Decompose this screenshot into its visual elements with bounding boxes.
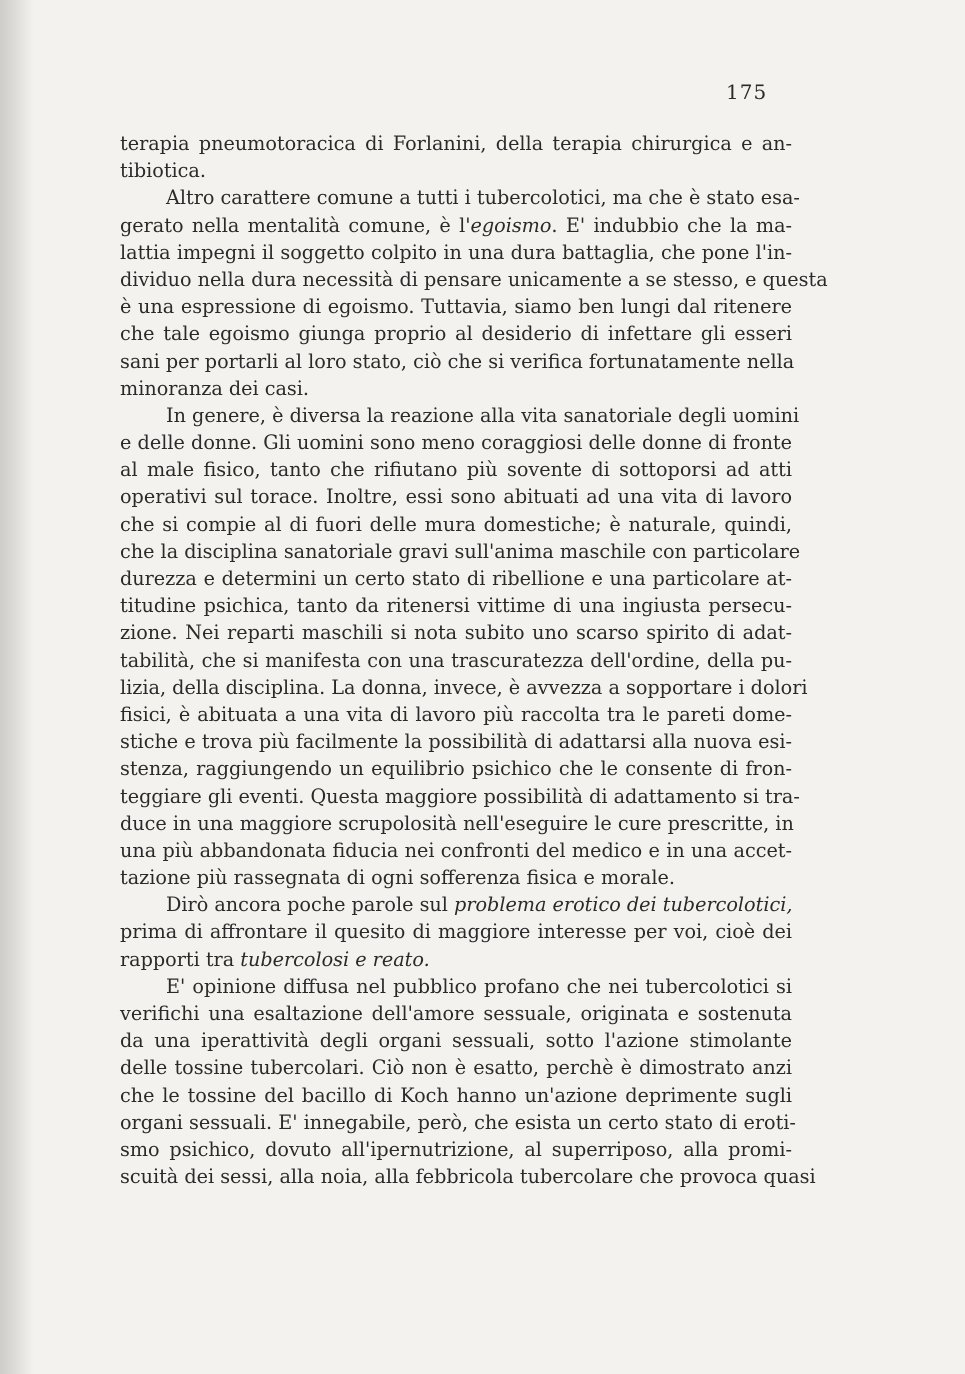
text-line: tazione più rassegnata di ogni sofferenza fisica e morale. <box>120 866 675 890</box>
text-line: durezza e determini un certo stato di ribellione e una particolare at- <box>120 567 792 590</box>
text-line: che tale egoismo giunga proprio al desiderio di infettare gli esseri <box>120 322 792 346</box>
text-line: che le tossine del bacillo di Koch hanno un'azione deprimente sugli <box>120 1083 792 1107</box>
text-line: terapia pneumotoracica di Forlanini, della terapia chirurgica e an- <box>120 132 792 155</box>
text-line: che la disciplina sanatoriale gravi sull'anima maschile con particolare <box>120 539 801 563</box>
text-line: titudine psichica, tanto da ritenersi vittime di una ingiusta persecu- <box>120 594 792 618</box>
text-line: da una iperattività degli organi sessuali, sotto l'azione stimolante <box>120 1029 792 1053</box>
book-spine-shadow <box>0 0 34 1374</box>
text-line: Altro carattere comune a tutti i tubercolotici, ma che è stato esa- <box>166 186 800 210</box>
text-line: scuità dei sessi, alla noia, alla febbricola tubercolare che provoca quasi <box>120 1165 816 1189</box>
text-line: una più abbandonata fiducia nei confronti del medico e in una accet- <box>120 838 792 862</box>
text-line: organi sessuali. E' innegabile, però, che esista un certo stato di eroti- <box>120 1110 796 1134</box>
text-line: al male fisico, tanto che rifiutano più sovente di sottoporsi ad atti <box>120 458 792 482</box>
text-line: In genere, è diversa la reazione alla vita sanatoriale degli uomini <box>166 403 800 427</box>
text-line: gerato nella mentalità comune, è l'egoismo. E' indubbio che la ma- <box>120 213 792 237</box>
text-line: rapporti tra tubercolosi e reato. <box>120 947 430 971</box>
emphasis: problema erotico dei tubercolotici, <box>454 893 793 917</box>
text-line: stiche e trova più facilmente la possibilità di adattarsi alla nuova esi- <box>120 730 792 754</box>
text-line: prima di affrontare il quesito di maggiore interesse per voi, cioè dei <box>120 920 792 944</box>
text-line: teggiare gli eventi. Questa maggiore possibilità di adattamento si tra- <box>120 784 800 808</box>
text-line: verifichi una esaltazione dell'amore sessuale, originata e sostenuta <box>120 1002 792 1025</box>
text-line: stenza, raggiungendo un equilibrio psichico che le consente di fron- <box>120 757 792 781</box>
text-line: Dirò ancora poche parole sul problema erotico dei tubercolotici, <box>166 893 793 917</box>
text-line: sani per portarli al loro stato, ciò che si verifica fortunatamente nella <box>120 349 795 373</box>
text-line: zione. Nei reparti maschili si nota subito uno scarso spirito di adat- <box>120 621 792 645</box>
text-line: fisici, è abituata a una vita di lavoro più raccolta tra le pareti dome- <box>120 702 792 726</box>
text-line: duce in una maggiore scrupolosità nell'eseguire le cure prescritte, in <box>120 811 794 835</box>
text-line: è una espressione di egoismo. Tuttavia, siamo ben lungi dal ritenere <box>120 295 792 319</box>
emphasis: tubercolosi e reato. <box>240 947 430 971</box>
body-text <box>120 130 828 1190</box>
text-line: lattia impegni il soggetto colpito in una dura battaglia, che pone l'in- <box>120 240 792 264</box>
text-line: delle tossine tubercolari. Ciò non è esatto, perchè è dimostrato anzi <box>120 1056 792 1080</box>
text-line: e delle donne. Gli uomini sono meno coraggiosi delle donne di fronte <box>120 431 792 455</box>
text-line: dividuo nella dura necessità di pensare unicamente a se stesso, e questa <box>120 267 828 291</box>
emphasis: egoismo <box>470 213 552 237</box>
text-line: E' opinione diffusa nel pubblico profano che nei tubercolotici si <box>166 974 792 998</box>
text-line: minoranza dei casi. <box>120 376 309 400</box>
text-line: smo psichico, dovuto all'ipernutrizione, al superriposo, alla promi- <box>120 1137 792 1161</box>
page-number: 175 <box>726 80 768 104</box>
text-line: tabilità, che si manifesta con una trascuratezza dell'ordine, della pu- <box>120 648 792 672</box>
text-line: operativi sul torace. Inoltre, essi sono abituati ad una vita di lavoro <box>120 485 792 509</box>
text-line: lizia, della disciplina. La donna, invece, è avvezza a sopportare i dolori <box>120 675 808 699</box>
text-line: che si compie al di fuori delle mura domestiche; è naturale, quindi, <box>120 512 792 536</box>
text-line: tibiotica. <box>120 159 206 183</box>
